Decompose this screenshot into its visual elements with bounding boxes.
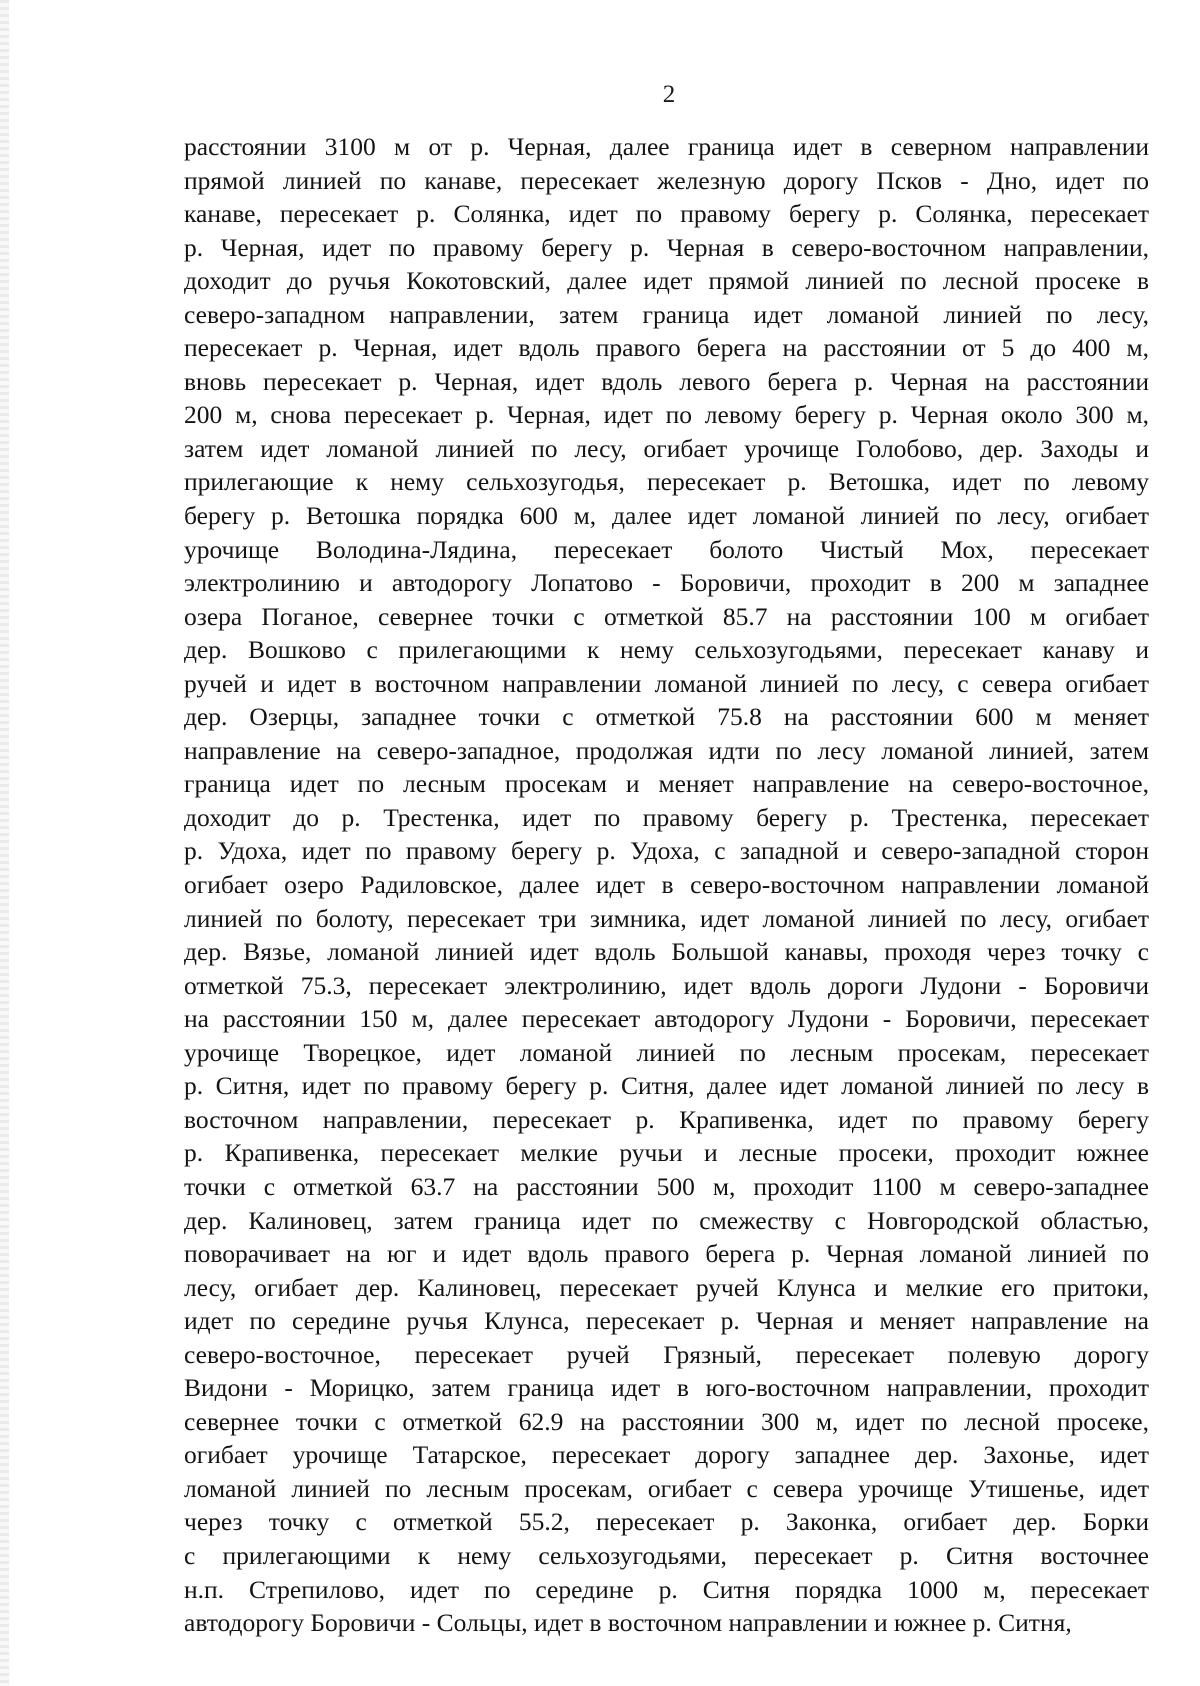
text-line: огибает озеро Радиловское, далее идет в северо-восточном направлении ломаной xyxy=(184,870,1149,900)
text-line: с прилегающими к нему сельхозугодьями, пересекает р. Ситня восточнее xyxy=(184,1540,1149,1570)
text-line: идет по середине ручья Клунса, пересекает р. Черная и меняет направление на xyxy=(184,1306,1149,1336)
text-line: расстоянии 3100 м от р. Черная, далее граница идет в северном направлении xyxy=(184,132,1149,161)
text-line: через точку с отметкой 55.2, пересекает р. Законка, огибает дер. Борки xyxy=(184,1507,1149,1537)
text-line: р. Ситня, идет по правому берегу р. Ситня, далее идет ломаной линией по лесу в xyxy=(184,1071,1149,1101)
text-line: берегу р. Ветошка порядка 600 м, далее идет ломаной линией по лесу, огибает xyxy=(184,501,1149,531)
text-line: автодорогу Боровичи - Сольцы, идет в восточном направлении и южнее р. Ситня, xyxy=(184,1608,1072,1638)
text-line: линией по болоту, пересекает три зимника, идет ломаной линией по лесу, огибает xyxy=(184,903,1149,933)
text-line: дер. Вошково с прилегающими к нему сельхозугодьями, пересекает канаву и xyxy=(184,635,1149,665)
text-line: точки с отметкой 63.7 на расстоянии 500 м, проходит 1100 м северо-западнее xyxy=(184,1171,1149,1201)
text-line: 200 м, снова пересекает р. Черная, идет по левому берегу р. Черная около 300 м, xyxy=(184,400,1149,430)
text-line: урочище Творецкое, идет ломаной линией по лесным просекам, пересекает xyxy=(184,1037,1149,1067)
text-line: н.п. Стрепилово, идет по середине р. Ситня порядка 1000 м, пересекает xyxy=(184,1574,1149,1604)
text-line: дер. Калиновец, затем граница идет по смежеству с Новгородской областью, xyxy=(184,1205,1149,1235)
text-line: отметкой 75.3, пересекает электролинию, идет вдоль дороги Лудони - Боровичи xyxy=(184,970,1149,1000)
text-line: ручей и идет в восточном направлении ломаной линией по лесу, с севера огибает xyxy=(184,668,1149,698)
text-line: доходит до р. Трестенка, идет по правому берегу р. Трестенка, пересекает xyxy=(184,802,1149,832)
text-line: дер. Вязье, ломаной линией идет вдоль Большой канавы, проходя через точку с xyxy=(184,937,1149,967)
text-line: на расстоянии 150 м, далее пересекает автодорогу Лудони - Боровичи, пересекает xyxy=(184,1004,1149,1034)
text-line: направление на северо-западное, продолжая идти по лесу ломаной линией, затем xyxy=(184,735,1149,765)
text-line: ломаной линией по лесным просекам, огибает с севера урочище Утишенье, идет xyxy=(184,1473,1149,1503)
text-line: р. Крапивенка, пересекает мелкие ручьи и лесные просеки, проходит южнее xyxy=(184,1138,1149,1168)
text-line: Видони - Морицко, затем граница идет в юго-восточном направлении, проходит xyxy=(184,1373,1149,1403)
text-line: граница идет по лесным просекам и меняет направление на северо-восточное, xyxy=(184,769,1149,799)
scan-edge xyxy=(0,0,9,1686)
text-line: восточном направлении, пересекает р. Крапивенка, идет по правому берегу xyxy=(184,1104,1149,1134)
text-line: затем идет ломаной линией по лесу, огибает урочище Голобово, дер. Заходы и xyxy=(184,433,1149,463)
text-line: озера Поганое, севернее точки с отметкой 85.7 на расстоянии 100 м огибает xyxy=(184,601,1149,631)
text-line: канаве, пересекает р. Солянка, идет по правому берегу р. Солянка, пересекает xyxy=(184,199,1149,229)
text-line: доходит до ручья Кокотовский, далее идет прямой линией по лесной просеке в xyxy=(184,266,1149,296)
text-line: р. Черная, идет по правому берегу р. Черная в северо-восточном направлении, xyxy=(184,232,1149,262)
text-line: северо-западном направлении, затем граница идет ломаной линией по лесу, xyxy=(184,299,1149,329)
text-line: пересекает р. Черная, идет вдоль правого берега на расстоянии от 5 до 400 м, xyxy=(184,333,1149,363)
text-line: прилегающие к нему сельхозугодья, пересекает р. Ветошка, идет по левому xyxy=(184,467,1149,497)
text-line: электролинию и автодорогу Лопатово - Боровичи, проходит в 200 м западнее xyxy=(184,568,1149,598)
text-line: р. Удоха, идет по правому берегу р. Удоха, с западной и северо-западной сторон xyxy=(184,836,1149,866)
text-line: огибает урочище Татарское, пересекает дорогу западнее дер. Захонье, идет xyxy=(184,1440,1149,1470)
text-line: лесу, огибает дер. Калиновец, пересекает ручей Клунса и мелкие его притоки, xyxy=(184,1272,1149,1302)
text-line: вновь пересекает р. Черная, идет вдоль левого берега р. Черная на расстоянии xyxy=(184,366,1149,396)
text-line: севернее точки с отметкой 62.9 на расстоянии 300 м, идет по лесной просеке, xyxy=(184,1406,1149,1436)
text-line: дер. Озерцы, западнее точки с отметкой 75.8 на расстоянии 600 м меняет xyxy=(184,702,1149,732)
text-line: северо-восточное, пересекает ручей Грязный, пересекает полевую дорогу xyxy=(184,1339,1149,1369)
page-number: 2 xyxy=(662,81,676,108)
document-body-text xyxy=(184,130,1149,1640)
text-line: поворачивает на юг и идет вдоль правого берега р. Черная ломаной линией по xyxy=(184,1239,1149,1269)
text-line: прямой линией по канаве, пересекает железную дорогу Псков - Дно, идет по xyxy=(184,165,1149,195)
text-line: урочище Володина-Лядина, пересекает болото Чистый Мох, пересекает xyxy=(184,534,1149,564)
